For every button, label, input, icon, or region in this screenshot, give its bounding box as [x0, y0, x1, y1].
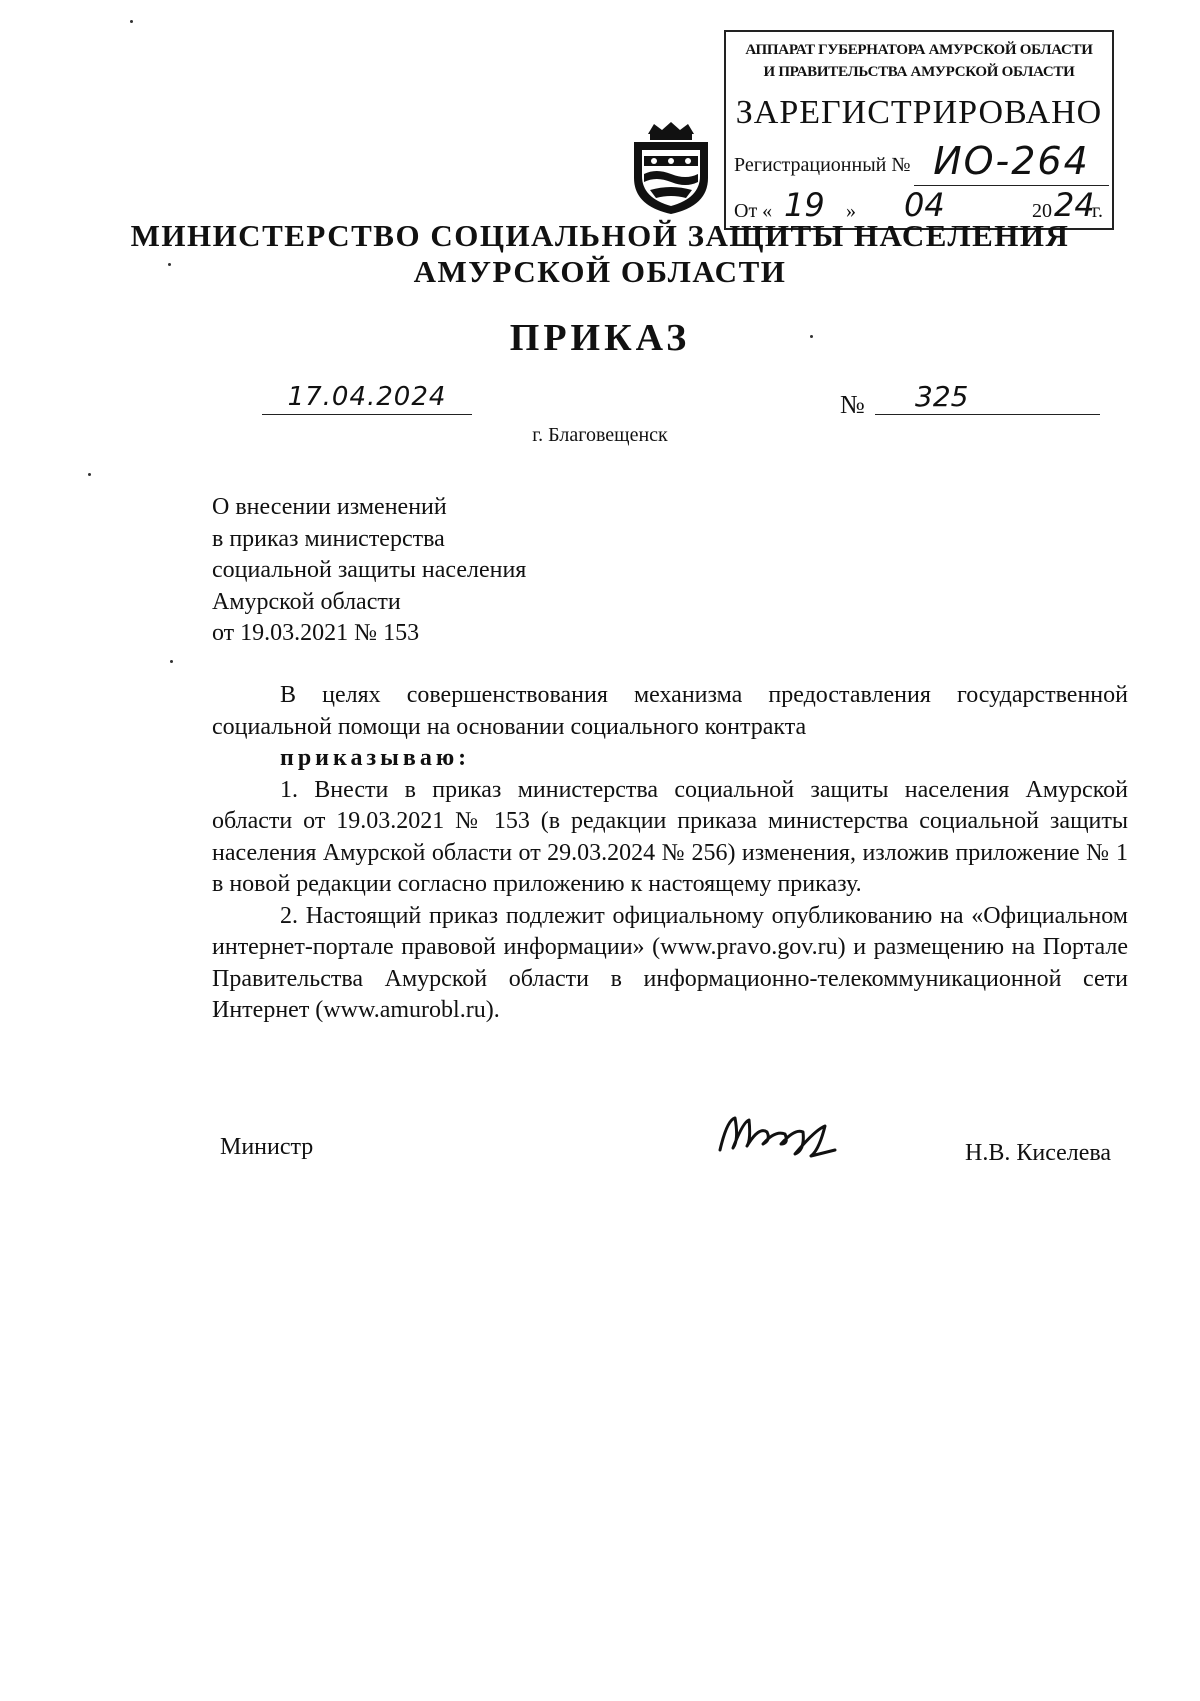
order-number-label: № [840, 390, 865, 419]
stamp-date-prefix: От « [734, 200, 773, 222]
order-number: 325 [875, 380, 1100, 415]
stamp-reg-number: ИО-264 [914, 137, 1109, 186]
subject-line: от 19.03.2021 № 153 [212, 620, 420, 646]
stamp-date-year-suffix: 24 [1054, 186, 1095, 224]
scan-speck [170, 660, 173, 663]
subject-line: О внесении изменений [212, 494, 447, 520]
stamp-date-year-prefix: 20 [1032, 200, 1052, 222]
ministry-name-line2: АМУРСКОЙ ОБЛАСТИ [413, 254, 787, 289]
signatory-position: Министр [220, 1134, 314, 1160]
stamp-date-day: 19 [784, 186, 825, 224]
order-body [212, 680, 1128, 1027]
order-item-1: 1. Внести в приказ министерства социальной защиты населения Амурской области от 19.03.2021 № 153 (в редакции приказа министерства социальной защиты населения Амурской области от 29.03.2024 № 256) изменения, изложив приложение № 1 в новой редакции согласно приложению к настоящему приказу. [212, 776, 1128, 897]
subject-line: в приказ министерства [212, 525, 445, 552]
order-date: 17.04.2024 [262, 380, 472, 415]
handwritten-signature-icon [715, 1110, 850, 1160]
signatory-name: Н.В. Киселева [965, 1140, 1112, 1166]
stamp-authority-line1: АППАРАТ ГУБЕРНАТОРА АМУРСКОЙ ОБЛАСТИ [745, 42, 1093, 58]
stamp-authority-line2: И ПРАВИТЕЛЬСТВА АМУРСКОЙ ОБЛАСТИ [763, 64, 1075, 80]
scan-speck [130, 20, 133, 23]
order-subject [212, 492, 526, 650]
scan-speck [88, 473, 91, 476]
stamp-date-year-g: г. [1092, 200, 1103, 222]
document-type-title: ПРИКАЗ [509, 317, 691, 359]
stamp-registered-label: ЗАРЕГИСТРИРОВАНО [735, 94, 1103, 131]
stamp-date-month: 04 [904, 186, 945, 224]
subject-line: социальной защиты населения [212, 557, 527, 583]
ministry-name-line1: МИНИСТЕРСТВО СОЦИАЛЬНОЙ ЗАЩИТЫ НАСЕЛЕНИЯ [130, 218, 1070, 253]
order-item-2: 2. Настоящий приказ подлежит официальному опубликованию на «Официальном интернет-портале правовой информации» (www.pravo.gov.ru) и размещению на Портале Правительства Амурской области в информационно-телекоммуникационной сети Интернет (www.amurobl.ru). [212, 902, 1128, 1023]
order-word: приказываю: [280, 745, 471, 771]
amur-oblast-coat-of-arms-icon [630, 120, 712, 216]
city-name: г. Благовещенск [532, 424, 668, 446]
stamp-date-day-close: » [846, 200, 856, 222]
preamble-paragraph: В целях совершенствования механизма предоставления государственной социальной помощи на основании социального контракта [212, 682, 1128, 740]
registration-stamp [724, 30, 1114, 230]
stamp-reg-number-label: Регистрационный № [734, 154, 911, 176]
subject-line: Амурской области [212, 588, 401, 615]
